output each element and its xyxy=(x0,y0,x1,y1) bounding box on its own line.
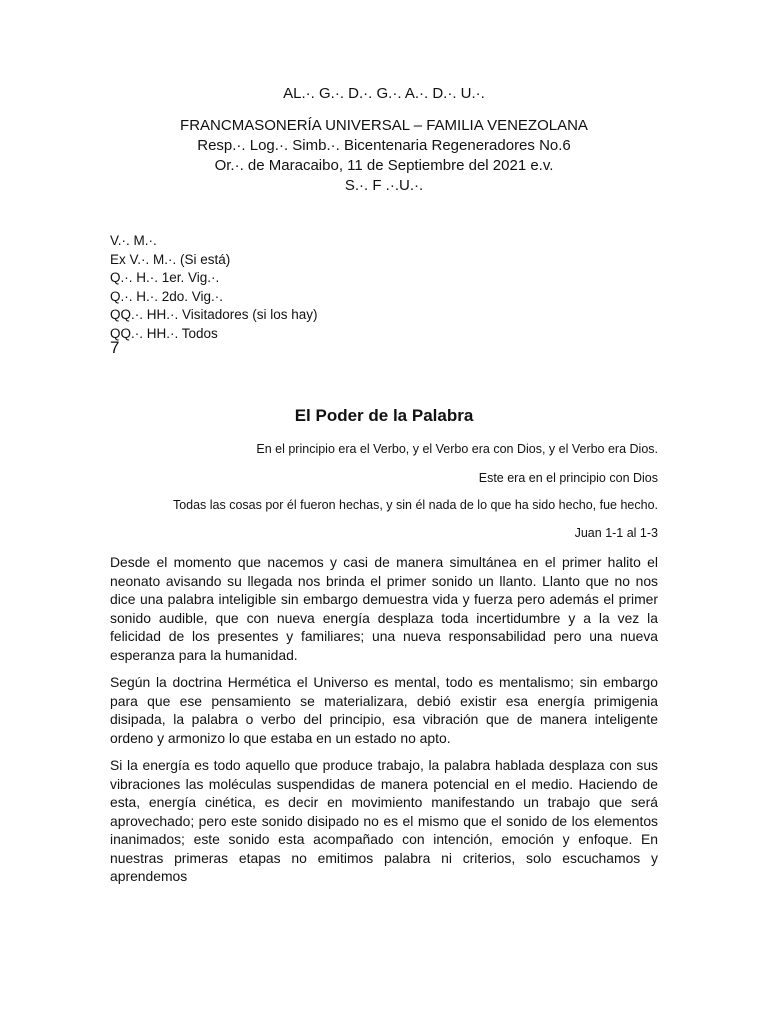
epigraph-line: Este era en el principio con Dios xyxy=(478,471,658,485)
invocation-header xyxy=(0,84,768,104)
document-body xyxy=(110,553,658,895)
header-line-sfu: S.·. F .·.U.·. xyxy=(344,177,424,194)
salutation-list xyxy=(110,232,318,344)
salutation-line: V.·. M.·. xyxy=(110,233,157,248)
document-title: El Poder de la Palabra xyxy=(294,406,474,425)
header-line-organization: FRANCMASONERÍA UNIVERSAL – FAMILIA VENEZOLANA xyxy=(180,117,588,134)
header-line-place-date: Or.·. de Maracaibo, 11 de Septiembre del 2021 e.v. xyxy=(214,157,554,174)
page-number: 7 xyxy=(110,338,120,357)
lodge-header xyxy=(0,116,768,196)
epigraph-line: En el principio era el Verbo, y el Verbo era con Dios, y el Verbo era Dios. xyxy=(256,442,658,456)
salutation-line: QQ.·. HH.·. Visitadores (si los hay) xyxy=(110,307,318,323)
header-line-lodge: Resp.·. Log.·. Simb.·. Bicentenaria Regeneradores No.6 xyxy=(197,137,571,154)
salutation-line: Ex V.·. M.·. (Si está) xyxy=(110,251,231,267)
salutation-line: Q.·. H.·. 2do. Vig.·. xyxy=(110,288,224,304)
epigraph-citation: Juan 1-1 al 1-3 xyxy=(574,526,658,540)
body-paragraph: Si la energía es todo aquello que produce trabajo, la palabra hablada desplaza con sus vibraciones las moléculas suspendidas de manera potencial en el medio. Haciendo de esta, energía cinética, es decir en movimiento manifestando un trabajo que será aprovechado; pero este sonido disipado no es el mismo que el sonido de los elementos inanimados; este sonido esta acompañado con intención, emoción y enfoque. En nuestras primeras etapas no emitimos palabra ni criterios, solo escuchamos y aprendemos xyxy=(110,757,658,884)
body-paragraph: Desde el momento que nacemos y casi de manera simultánea en el primer halito el neonato avisando su llegada nos brinda el primer sonido un llanto. Llanto que no nos dice una palabra inteligible sin embargo demuestra vida y fuerza pero además el primer sonido audible, que con nueva energía desplaza toda incertidumbre y a la vez la felicidad de los presentes y familiares; una nueva responsabilidad pero una nueva esperanza para la humanidad. xyxy=(110,554,658,663)
salutation-line: QQ.·. HH.·. Todos xyxy=(110,325,218,341)
body-paragraph: Según la doctrina Hermética el Universo es mental, todo es mentalismo; sin embargo para que ese pensamiento se materializara, debió existir esa energía primigenia disipada, la palabra o verbo del principio, esa vibración que de manera inteligente ordeno y armonizo lo que estaba en un estado no apto. xyxy=(110,674,658,746)
epigraph-line: Todas las cosas por él fueron hechas, y sin él nada de lo que ha sido hecho, fue hecho. xyxy=(172,498,658,512)
invocation-line: AL.·. G.·. D.·. G.·. A.·. D.·. U.·. xyxy=(283,85,485,102)
salutation-line: Q.·. H.·. 1er. Vig.·. xyxy=(110,270,220,286)
